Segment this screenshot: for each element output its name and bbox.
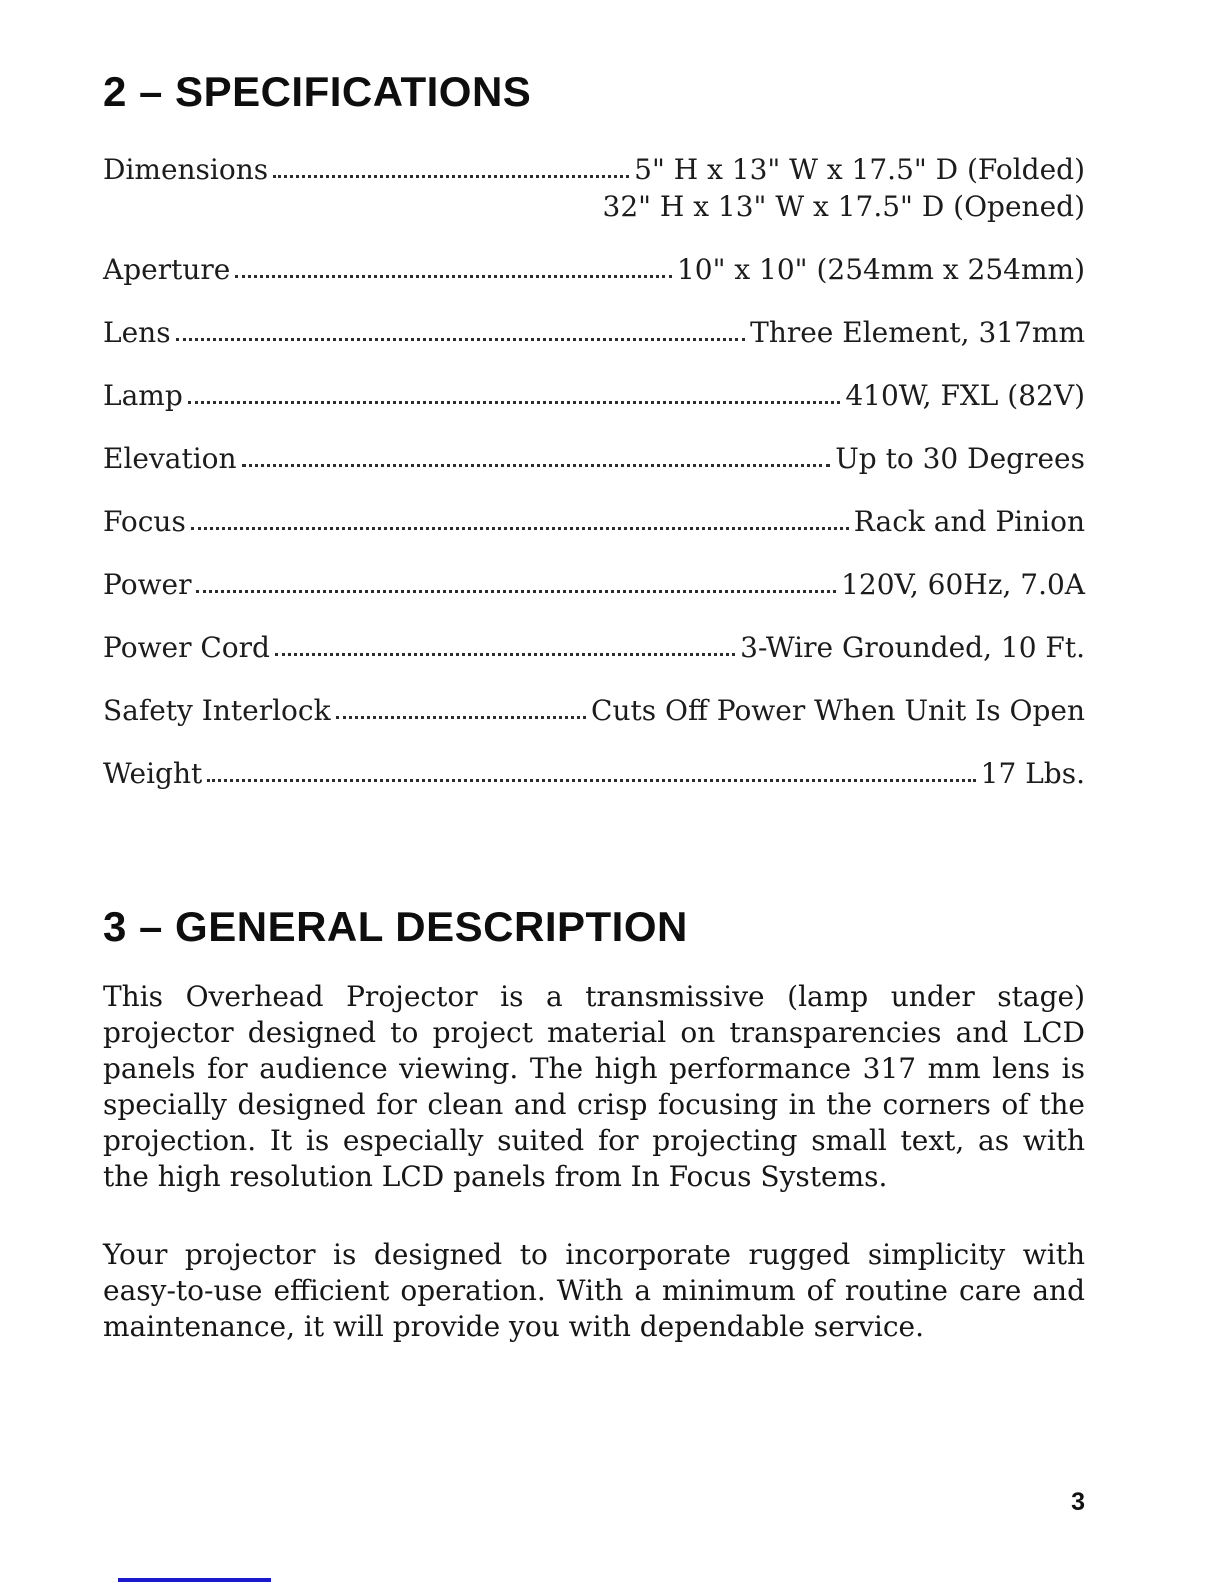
spec-item-lamp [103,378,1085,413]
spec-value: Three Element, 317mm [750,316,1085,349]
spec-value: 410W, FXL (82V) [845,379,1085,412]
spec-value: 10" x 10" (254mm x 254mm) [676,253,1085,286]
spec-label: Safety Interlock [103,694,331,727]
spec-item-safety-interlock [103,693,1085,728]
spec-item-elevation [103,441,1085,476]
spec-item-power [103,567,1085,602]
spec-value: Cuts Off Power When Unit Is Open [591,694,1085,727]
spec-label: Weight [103,757,203,790]
leader-dots [207,779,975,782]
description-paragraph-1: This Overhead Projector is a transmissive (lamp under stage) projector designed to project material on transparencies and LCD panels for audience viewing. The high performance 317 mm lens is specially designed for clean and crisp focusing in the corners of the projection. It is especially suited for projecting small text, as with the high resolution LCD panels from In Focus Systems. [103,980,1085,1193]
spec-item-weight [103,756,1085,791]
spec-item-dimensions [103,152,1085,224]
spec-value: Rack and Pinion [853,505,1085,538]
spec-value: 17 Lbs. [980,757,1085,790]
page-number: 3 [1071,1488,1085,1516]
spec-label: Dimensions [103,153,269,186]
leader-dots [275,653,735,656]
spec-value: 5" H x 13" W x 17.5" D (Folded) [634,153,1085,186]
specifications-section [103,68,1085,791]
specifications-heading: 2 – SPECIFICATIONS [103,68,532,115]
spec-label: Aperture [103,253,231,286]
general-description-heading: 3 – GENERAL DESCRIPTION [103,903,688,950]
leader-dots [196,590,836,593]
spec-value: Up to 30 Degrees [835,442,1085,475]
description-paragraph-2: Your projector is designed to incorporate rugged simplicity with easy-to-use efficient operation. With a minimum of routine care and maintenance, it will provide you with dependable service. [103,1238,1085,1343]
leader-dots [191,527,849,530]
leader-dots [235,275,672,278]
general-description-section [103,903,1085,1345]
spec-label: Power [103,568,192,601]
scan-artifact-line [118,1578,271,1582]
spec-value: 3-Wire Grounded, 10 Ft. [740,631,1085,664]
leader-dots [188,401,841,404]
spec-value: 120V, 60Hz, 7.0A [841,568,1085,601]
specifications-list [103,152,1085,791]
spec-label: Lens [103,316,171,349]
leader-dots [336,716,586,719]
spec-label: Elevation [103,442,237,475]
spec-item-power-cord [103,630,1085,665]
spec-item-aperture [103,252,1085,287]
spec-item-focus [103,504,1085,539]
spec-label: Power Cord [103,631,270,664]
leader-dots [273,175,629,178]
spec-value-continuation: 32" H x 13" W x 17.5" D (Opened) [602,190,1085,223]
spec-label: Lamp [103,379,183,412]
spec-label: Focus [103,505,186,538]
leader-dots [242,464,831,467]
leader-dots [176,338,746,341]
spec-item-lens [103,315,1085,350]
